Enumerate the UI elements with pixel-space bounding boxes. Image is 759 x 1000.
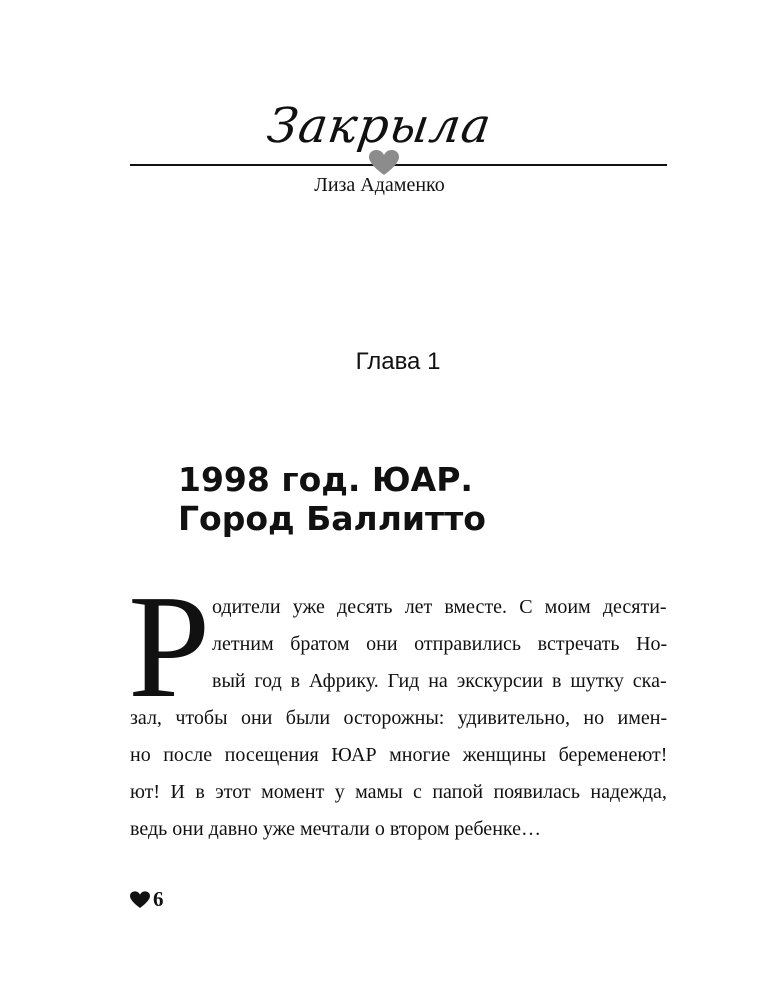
chapter-heading-line: Город Баллитто <box>178 499 486 538</box>
body-line <box>212 627 667 661</box>
body-line <box>130 812 667 846</box>
page-number <box>130 887 164 912</box>
body-line-text: зал, чтобы они были осторожны: удивительно, но имен- <box>130 707 668 729</box>
drop-cap: Р <box>128 565 211 729</box>
page-number-text: 6 <box>153 887 164 911</box>
book-title: Закрыла <box>263 98 496 154</box>
body-line-text: вый год в Африку. Гид на экскурсии в шутку ска- <box>212 670 667 692</box>
body-line-text: одители уже десять лет вместе. С моим десяти- <box>212 596 667 618</box>
body-line <box>130 775 667 809</box>
author-name: Лиза Адаменко <box>314 174 445 196</box>
heart-icon <box>130 891 150 909</box>
chapter-heading <box>178 460 658 538</box>
body-line-text: летним братом они отправились встречать Но- <box>212 633 668 655</box>
body-line <box>212 664 667 698</box>
chapter-label: Глава 1 <box>355 348 441 375</box>
body-line <box>130 738 667 772</box>
body-line <box>130 701 667 735</box>
body-line-text: ведь они давно уже мечтали о втором ребенке… <box>130 818 541 840</box>
heart-ornament-icon <box>369 150 399 176</box>
body-line <box>212 590 667 624</box>
body-line-text: ют! И в этот момент у мамы с папой появилась надежда, <box>130 781 667 803</box>
chapter-heading-line: 1998 год. ЮАР. <box>178 460 473 499</box>
body-line-text: но после посещения ЮАР многие женщины беременеют! <box>130 744 668 766</box>
